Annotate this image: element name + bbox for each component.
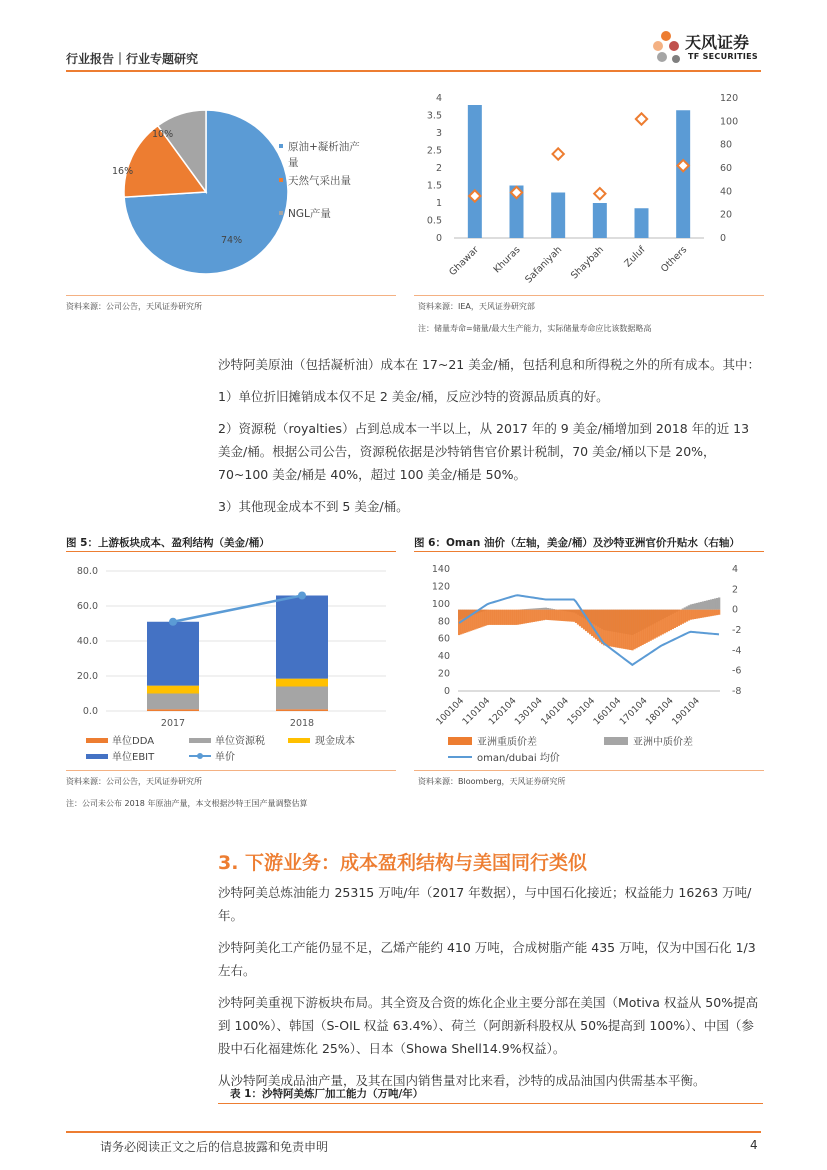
field-x-label: Khuras: [491, 244, 523, 276]
left-tick-label: 80: [437, 616, 450, 628]
heavy-spread-bar: [708, 610, 710, 617]
left-tick-label: 20: [437, 668, 450, 680]
heavy-spread-bar: [484, 610, 486, 626]
heavy-spread-bar: [686, 610, 688, 622]
pie-label-gas: 16%: [112, 166, 134, 177]
x-tick-label: 170104: [618, 696, 650, 728]
right-tick-label: -4: [732, 645, 742, 657]
medium-spread-bar: [682, 608, 684, 609]
fig6-source: 资料来源：Bloomberg，天风证券研究所: [418, 777, 566, 786]
heavy-spread-bar: [718, 610, 720, 615]
logo-mark-icon: [650, 26, 690, 70]
heavy-spread-bar: [645, 610, 647, 643]
heavy-spread-bar: [492, 610, 494, 625]
stacked-bar-segment: [147, 709, 199, 711]
heavy-spread-bar: [527, 610, 529, 623]
field-bar: [593, 203, 607, 238]
left-tick-label: 0: [443, 686, 450, 697]
legend-ebit: 单位EBIT: [112, 752, 155, 763]
fields-bars: [468, 105, 690, 238]
medium-spread-bar: [694, 603, 696, 609]
price-point: [298, 592, 306, 600]
heavy-spread-bar: [557, 610, 559, 621]
heavy-spread-bar: [617, 610, 619, 648]
right-tick-label: 100: [720, 116, 739, 128]
legend-dda: 单位DDA: [112, 736, 155, 747]
heavy-spread-bar: [525, 610, 527, 624]
medium-spread-bar: [535, 608, 537, 609]
heavy-spread-bar: [631, 610, 633, 651]
legend-royalty: 单位资源税: [215, 736, 265, 747]
fig6-source-divider: [414, 770, 764, 771]
heavy-spread-bar: [522, 610, 524, 624]
heavy-spread-bar: [486, 610, 488, 625]
pie-label-crude: 74%: [221, 235, 243, 246]
medium-spread-bar: [686, 606, 688, 609]
field-marker: [553, 148, 564, 159]
right-tick-label: 60: [720, 163, 733, 174]
paragraph: 沙特阿美重视下游板块布局。其全资及合资的炼化企业主要分部在美国（Motiva 权益从 50%提高到 100%）、韩国（S-OIL 权益 63.4%）、荷兰（阿朗新科股权从 50%提高到 100%）、中国（参股中石化福建炼化 25%）、日本（Showa Shell14.9%权益）。: [218, 995, 759, 1056]
header-divider: [66, 70, 761, 72]
x-tick-label: 130104: [513, 696, 545, 728]
paragraph: 沙特阿美总炼油能力 25315 万吨/年（2017 年数据），与中国石化接近；权益能力 16263 万吨/年。: [218, 885, 752, 923]
paragraph: 沙特阿美化工产能仍显不足，乙烯产能约 410 万吨，合成树脂产能 435 万吨，仅为中国石化 1/3 左右。: [218, 940, 756, 978]
heavy-spread-bar: [688, 610, 690, 621]
oil-fields-chart: [414, 88, 764, 293]
field-x-label: Zuluf: [622, 244, 648, 270]
x-tick-label: 120104: [487, 696, 519, 728]
fig6-chart: [414, 556, 764, 768]
medium-spread-bar: [529, 609, 531, 610]
legend-swatch-gas: [279, 178, 283, 182]
heavy-spread-bar: [543, 610, 545, 621]
heavy-spread-bar: [637, 610, 639, 647]
heavy-spread-bar: [653, 610, 655, 639]
heavy-spread-bar: [559, 610, 561, 621]
heavy-spread-bar: [692, 610, 694, 620]
legend-swatch-dda: [86, 738, 108, 743]
heavy-spread-bar: [676, 610, 678, 627]
heavy-spread-bar: [643, 610, 645, 644]
heavy-spread-bar: [537, 610, 539, 622]
heavy-spread-bar: [627, 610, 629, 650]
medium-spread-bar: [710, 599, 712, 609]
legend-gas-label: 天然气采出量: [288, 175, 351, 187]
medium-spread-bar: [541, 608, 543, 610]
left-tick-label: 1: [435, 198, 442, 209]
y-tick-label: 0.0: [82, 706, 98, 717]
source-divider-left: [66, 295, 396, 296]
heavy-spread-bar: [680, 610, 682, 625]
heavy-spread-bar: [516, 610, 518, 625]
right-tick-label: 80: [720, 139, 733, 151]
heavy-spread-bar: [593, 610, 595, 638]
fig6-series: [458, 595, 720, 665]
medium-spread-bar: [706, 600, 708, 609]
body-section-2: [218, 881, 763, 1101]
heavy-spread-bar: [555, 610, 557, 621]
right-tick-label: -2: [732, 625, 742, 636]
heavy-spread-bar: [567, 610, 569, 622]
heavy-spread-bar: [704, 610, 706, 618]
medium-spread-bar: [704, 601, 706, 610]
medium-spread-bar: [702, 601, 704, 609]
heavy-spread-bar: [611, 610, 613, 647]
x-tick-label: 2018: [289, 718, 315, 729]
medium-spread-bar: [543, 608, 545, 610]
pie-legend: [279, 140, 360, 220]
left-tick-label: 140: [431, 564, 450, 575]
left-tick-label: 2.5: [426, 145, 442, 157]
heavy-spread-bar: [514, 610, 516, 625]
y-tick-label: 80.0: [76, 566, 98, 577]
heavy-spread-bar: [579, 610, 581, 627]
medium-spread-bar: [716, 598, 718, 610]
heavy-spread-bar: [575, 610, 577, 623]
heavy-spread-bar: [700, 610, 702, 618]
medium-spread-bar: [684, 607, 686, 609]
heavy-spread-bar: [690, 610, 692, 620]
right-tick-label: 0: [732, 604, 739, 616]
legend-price: 单价: [215, 752, 235, 763]
heavy-spread-bar: [500, 610, 502, 625]
medium-spread-bar: [533, 608, 535, 609]
left-tick-label: 3: [435, 128, 442, 139]
heavy-spread-bar: [488, 610, 490, 625]
left-tick-label: 100: [431, 598, 450, 610]
heavy-spread-bar: [468, 610, 470, 632]
legend-swatch-cash: [288, 738, 310, 743]
fields-x-labels: [447, 244, 689, 286]
heavy-spread-bar: [585, 610, 587, 631]
x-tick-label: 100104: [434, 696, 467, 728]
stacked-bar-segment: [276, 687, 328, 710]
medium-spread-bar: [551, 609, 553, 610]
field-x-label: Others: [658, 244, 690, 275]
fig6-axes: [432, 564, 742, 727]
medium-spread-bar: [688, 605, 690, 609]
fig6-legend: [448, 735, 693, 764]
heavy-spread-bar: [466, 610, 468, 633]
heavy-spread-bar: [518, 610, 520, 625]
left-tick-label: 120: [431, 581, 450, 593]
medium-spread-bar: [539, 608, 541, 610]
heavy-spread-bar: [684, 610, 686, 623]
right-tick-label: 120: [720, 93, 739, 104]
heavy-spread-bar: [591, 610, 593, 636]
legend-swatch-ebit: [86, 754, 108, 759]
field-bar: [551, 193, 565, 239]
x-tick-label: 140104: [539, 696, 571, 728]
heavy-spread-bar: [621, 610, 623, 649]
field-bar: [676, 110, 690, 238]
heavy-spread-bar: [510, 610, 512, 625]
table1-title: 表 1：沙特阿美炼厂加工能力（万吨/年）: [230, 1088, 424, 1100]
field-bar: [468, 105, 482, 238]
heavy-spread-bar: [716, 610, 718, 615]
heavy-spread-bar: [480, 610, 482, 628]
legend-price-marker: [197, 753, 203, 759]
stacked-bar-segment: [276, 679, 328, 687]
heavy-spread-bar: [561, 610, 563, 621]
heavy-spread-bar: [629, 610, 631, 650]
heavy-spread-bar: [470, 610, 472, 631]
fig5-title: 图 5：上游板块成本、盈利结构（美金/桶）: [66, 537, 270, 549]
source-divider-right: [414, 295, 764, 296]
heavy-spread-bar: [539, 610, 541, 621]
heavy-spread-bar: [535, 610, 537, 622]
x-tick-label: 2017: [160, 718, 186, 729]
heavy-spread-bar: [533, 610, 535, 622]
medium-spread-bar: [718, 597, 720, 609]
paragraph: 沙特阿美原油（包括凝析油）成本在 17~21 美金/桶，包括利息和所得税之外的所有成本。其中：: [218, 357, 760, 372]
heavy-spread-bar: [615, 610, 617, 648]
heavy-spread-bar: [694, 610, 696, 619]
medium-spread-bar: [700, 602, 702, 610]
heavy-spread-bar: [577, 610, 579, 625]
fig5-axes: [77, 566, 386, 729]
heavy-spread-bar: [712, 610, 714, 616]
medium-spread-bar: [527, 609, 529, 610]
heavy-spread-bar: [651, 610, 653, 640]
pie-slices: [124, 110, 288, 274]
heavy-spread-bar: [647, 610, 649, 642]
heavy-spread-bar: [547, 610, 549, 620]
body-section-1: [218, 353, 763, 527]
heavy-spread-bar: [603, 610, 605, 646]
right-tick-label: 40: [720, 186, 733, 198]
medium-spread-bar: [696, 603, 698, 610]
heavy-spread-bar: [710, 610, 712, 617]
x-tick-label: 160104: [591, 696, 624, 728]
heavy-spread-bar: [613, 610, 615, 647]
medium-spread-bar: [712, 599, 714, 610]
left-tick-label: 2: [435, 163, 442, 174]
pie-label-ngl: 10%: [152, 129, 174, 140]
heavy-spread-bar: [678, 610, 680, 626]
report-header: 行业报告｜行业专题研究: [66, 52, 199, 66]
heavy-spread-bar: [696, 610, 698, 619]
heavy-spread-bar: [605, 610, 607, 646]
right-tick-label: 4: [732, 564, 739, 575]
fig5-note: 注：公司未公布 2018 年原油产量，本文根据沙特王国产量调整估算: [66, 799, 308, 808]
heavy-spread-bar: [464, 610, 466, 633]
paragraph: 1）单位折旧摊销成本仅不足 2 美金/桶，反应沙特的资源品质真的好。: [218, 389, 609, 404]
left-tick-label: 1.5: [426, 180, 442, 192]
heavy-spread-bar: [664, 610, 666, 634]
heavy-spread-bar: [619, 610, 621, 649]
heavy-spread-bar: [670, 610, 672, 630]
right-tick-label: 0: [720, 233, 727, 244]
heavy-spread-bar: [649, 610, 651, 641]
heavy-spread-bar: [662, 610, 664, 635]
legend-swatch-medium: [604, 737, 628, 745]
left-tick-label: 3.5: [426, 110, 442, 122]
heavy-spread-bar: [623, 610, 625, 649]
heavy-spread-bar: [498, 610, 500, 625]
heavy-spread-bar: [490, 610, 492, 625]
heavy-spread-bar: [553, 610, 555, 621]
heavy-spread-bar: [571, 610, 573, 622]
heavy-spread-bar: [482, 610, 484, 627]
right-tick-label: 20: [720, 209, 733, 221]
legend-medium: 亚洲中质价差: [633, 737, 693, 748]
medium-spread-bar: [698, 602, 700, 609]
heavy-spread-bar: [702, 610, 704, 618]
medium-spread-bar: [525, 609, 527, 610]
y-tick-label: 60.0: [76, 601, 98, 612]
heavy-spread-bar: [674, 610, 676, 628]
legend-swatch-royalty: [189, 738, 211, 743]
fig5-bars: [147, 596, 328, 712]
heavy-spread-bar: [660, 610, 662, 636]
field-bar: [635, 208, 649, 238]
fig5-source-divider: [66, 770, 396, 771]
medium-spread-bar: [545, 608, 547, 610]
footer-disclaimer: 请务必阅读正文之后的信息披露和免责申明: [100, 1140, 329, 1154]
paragraph: 3）其他现金成本不到 5 美金/桶。: [218, 499, 409, 514]
heavy-spread-bar: [668, 610, 670, 632]
section-title: 3. 下游业务：成本盈利结构与美国同行类似: [218, 852, 588, 874]
fig5-chart: [66, 556, 406, 768]
left-tick-label: 60: [437, 633, 450, 645]
left-tick-label: 0: [435, 233, 442, 244]
heavy-spread-bar: [609, 610, 611, 647]
logo-text-en: TF SECURITIES: [688, 52, 758, 61]
heavy-spread-bar: [541, 610, 543, 621]
x-tick-label: 180104: [644, 696, 676, 728]
heavy-spread-bar: [520, 610, 522, 624]
field-x-label: Safaniyah: [523, 244, 565, 286]
page-number: 4: [750, 1138, 758, 1152]
medium-spread-bar: [537, 608, 539, 609]
legend-crude-label: 原油+凝析油产: [288, 141, 360, 153]
heavy-spread-bar: [641, 610, 643, 645]
heavy-spread-bar: [508, 610, 510, 625]
stacked-bar-segment: [276, 596, 328, 679]
legend-heavy: 亚洲重质价差: [477, 737, 537, 748]
heavy-spread-bar: [633, 610, 635, 650]
fig6-title: 图 6：Oman 油价（左轴，美金/桶）及沙特亚洲官价升贴水（右轴）: [414, 537, 740, 549]
legend-cash: 现金成本: [315, 736, 355, 747]
medium-spread-bar: [714, 598, 716, 609]
heavy-spread-bar: [714, 610, 716, 616]
heavy-spread-bar: [656, 610, 658, 638]
fields-markers: [469, 113, 689, 201]
medium-spread-bar: [708, 600, 710, 610]
heavy-spread-bar: [563, 610, 565, 621]
heavy-spread-bar: [573, 610, 575, 622]
heavy-spread-bar: [504, 610, 506, 625]
heavy-spread-bar: [625, 610, 627, 650]
paragraph: 从沙特阿美成品油产量，及其在国内销售量对比来看，沙特的成品油国内供需基本平衡。: [218, 1073, 706, 1088]
fig5-title-divider: [66, 551, 396, 552]
x-tick-label: 190104: [670, 696, 702, 728]
heavy-spread-bar: [672, 610, 674, 629]
heavy-spread-bar: [706, 610, 708, 617]
legend-ngl-label: NGL产量: [288, 208, 331, 220]
heavy-spread-bar: [569, 610, 571, 622]
field-marker: [636, 113, 647, 124]
heavy-spread-bar: [512, 610, 514, 625]
footer-divider: [66, 1131, 761, 1133]
medium-spread-bar: [549, 608, 551, 609]
heavy-spread-bar: [549, 610, 551, 620]
medium-spread-bar: [690, 604, 692, 609]
stacked-bar-segment: [147, 622, 199, 686]
heavy-spread-bar: [658, 610, 660, 637]
left-tick-label: 40: [437, 651, 450, 663]
right-tick-label: -6: [732, 665, 742, 677]
paragraph: 2）资源税（royalties）占到总成本一半以上，从 2017 年的 9 美金/桶增加到 2018 年的近 13 美金/桶。根据公司公告，资源税依据是沙特销售官价累计税制，70 美金/桶以下是 20%，70~100 美金/桶是 40%，超过 100 美金/桶是 50%。: [218, 421, 750, 482]
field-x-label: Shaybah: [568, 244, 606, 282]
heavy-spread-bar: [551, 610, 553, 621]
table1-title-divider: [218, 1103, 763, 1104]
heavy-spread-bar: [531, 610, 533, 623]
heavy-spread-bar: [502, 610, 504, 625]
logo-text-cn: 天风证券: [685, 33, 750, 52]
field-x-label: Ghawar: [447, 244, 481, 279]
left-tick-label: 0.5: [426, 215, 442, 227]
x-tick-label: 110104: [460, 696, 493, 728]
left-tick-label: 4: [435, 93, 442, 104]
heavy-spread-bar: [545, 610, 547, 620]
heavy-spread-bar: [565, 610, 567, 622]
medium-spread-bar: [531, 609, 533, 610]
medium-spread-bar: [692, 604, 694, 610]
fig6-title-divider: [414, 551, 764, 552]
heavy-spread-bar: [529, 610, 531, 623]
fig5-legend: [86, 734, 355, 763]
field-marker: [594, 188, 605, 199]
heavy-spread-bar: [478, 610, 480, 628]
x-tick-label: 150104: [565, 696, 598, 728]
fig5-source: 资料来源：公司公告，天风证券研究所: [66, 777, 202, 786]
medium-spread-bar: [553, 609, 555, 610]
legend-oman: oman/dubai 均价: [477, 753, 560, 764]
source-top-right: 资料来源：IEA，天风证券研究部: [418, 302, 535, 311]
right-tick-label: 2: [732, 584, 739, 596]
heavy-spread-bar: [494, 610, 496, 625]
y-tick-label: 20.0: [76, 671, 98, 682]
note-top-right: 注：储量寿命=储量/最大生产能力，实际储量寿命应比该数据略高: [418, 324, 652, 333]
stacked-bar-segment: [147, 686, 199, 694]
heavy-spread-bar: [607, 610, 609, 646]
heavy-spread-bar: [682, 610, 684, 624]
pie-chart: [66, 88, 406, 293]
heavy-spread-bar: [666, 610, 668, 633]
heavy-spread-bar: [698, 610, 700, 619]
legend-swatch-crude: [279, 144, 283, 148]
medium-spread-bar: [547, 608, 549, 610]
source-top-left: 资料来源：公司公告，天风证券研究所: [66, 302, 202, 311]
heavy-spread-bar: [496, 610, 498, 625]
legend-swatch-ngl: [279, 211, 283, 215]
heavy-spread-bar: [506, 610, 508, 625]
heavy-spread-bar: [639, 610, 641, 646]
stacked-bar-segment: [276, 709, 328, 711]
price-point: [169, 618, 177, 626]
y-tick-label: 40.0: [76, 636, 98, 647]
stacked-bar-segment: [147, 694, 199, 710]
right-tick-label: -8: [732, 686, 742, 697]
heavy-spread-bar: [635, 610, 637, 649]
legend-swatch-heavy: [448, 737, 472, 745]
legend-crude-label-2: 量: [288, 157, 299, 169]
